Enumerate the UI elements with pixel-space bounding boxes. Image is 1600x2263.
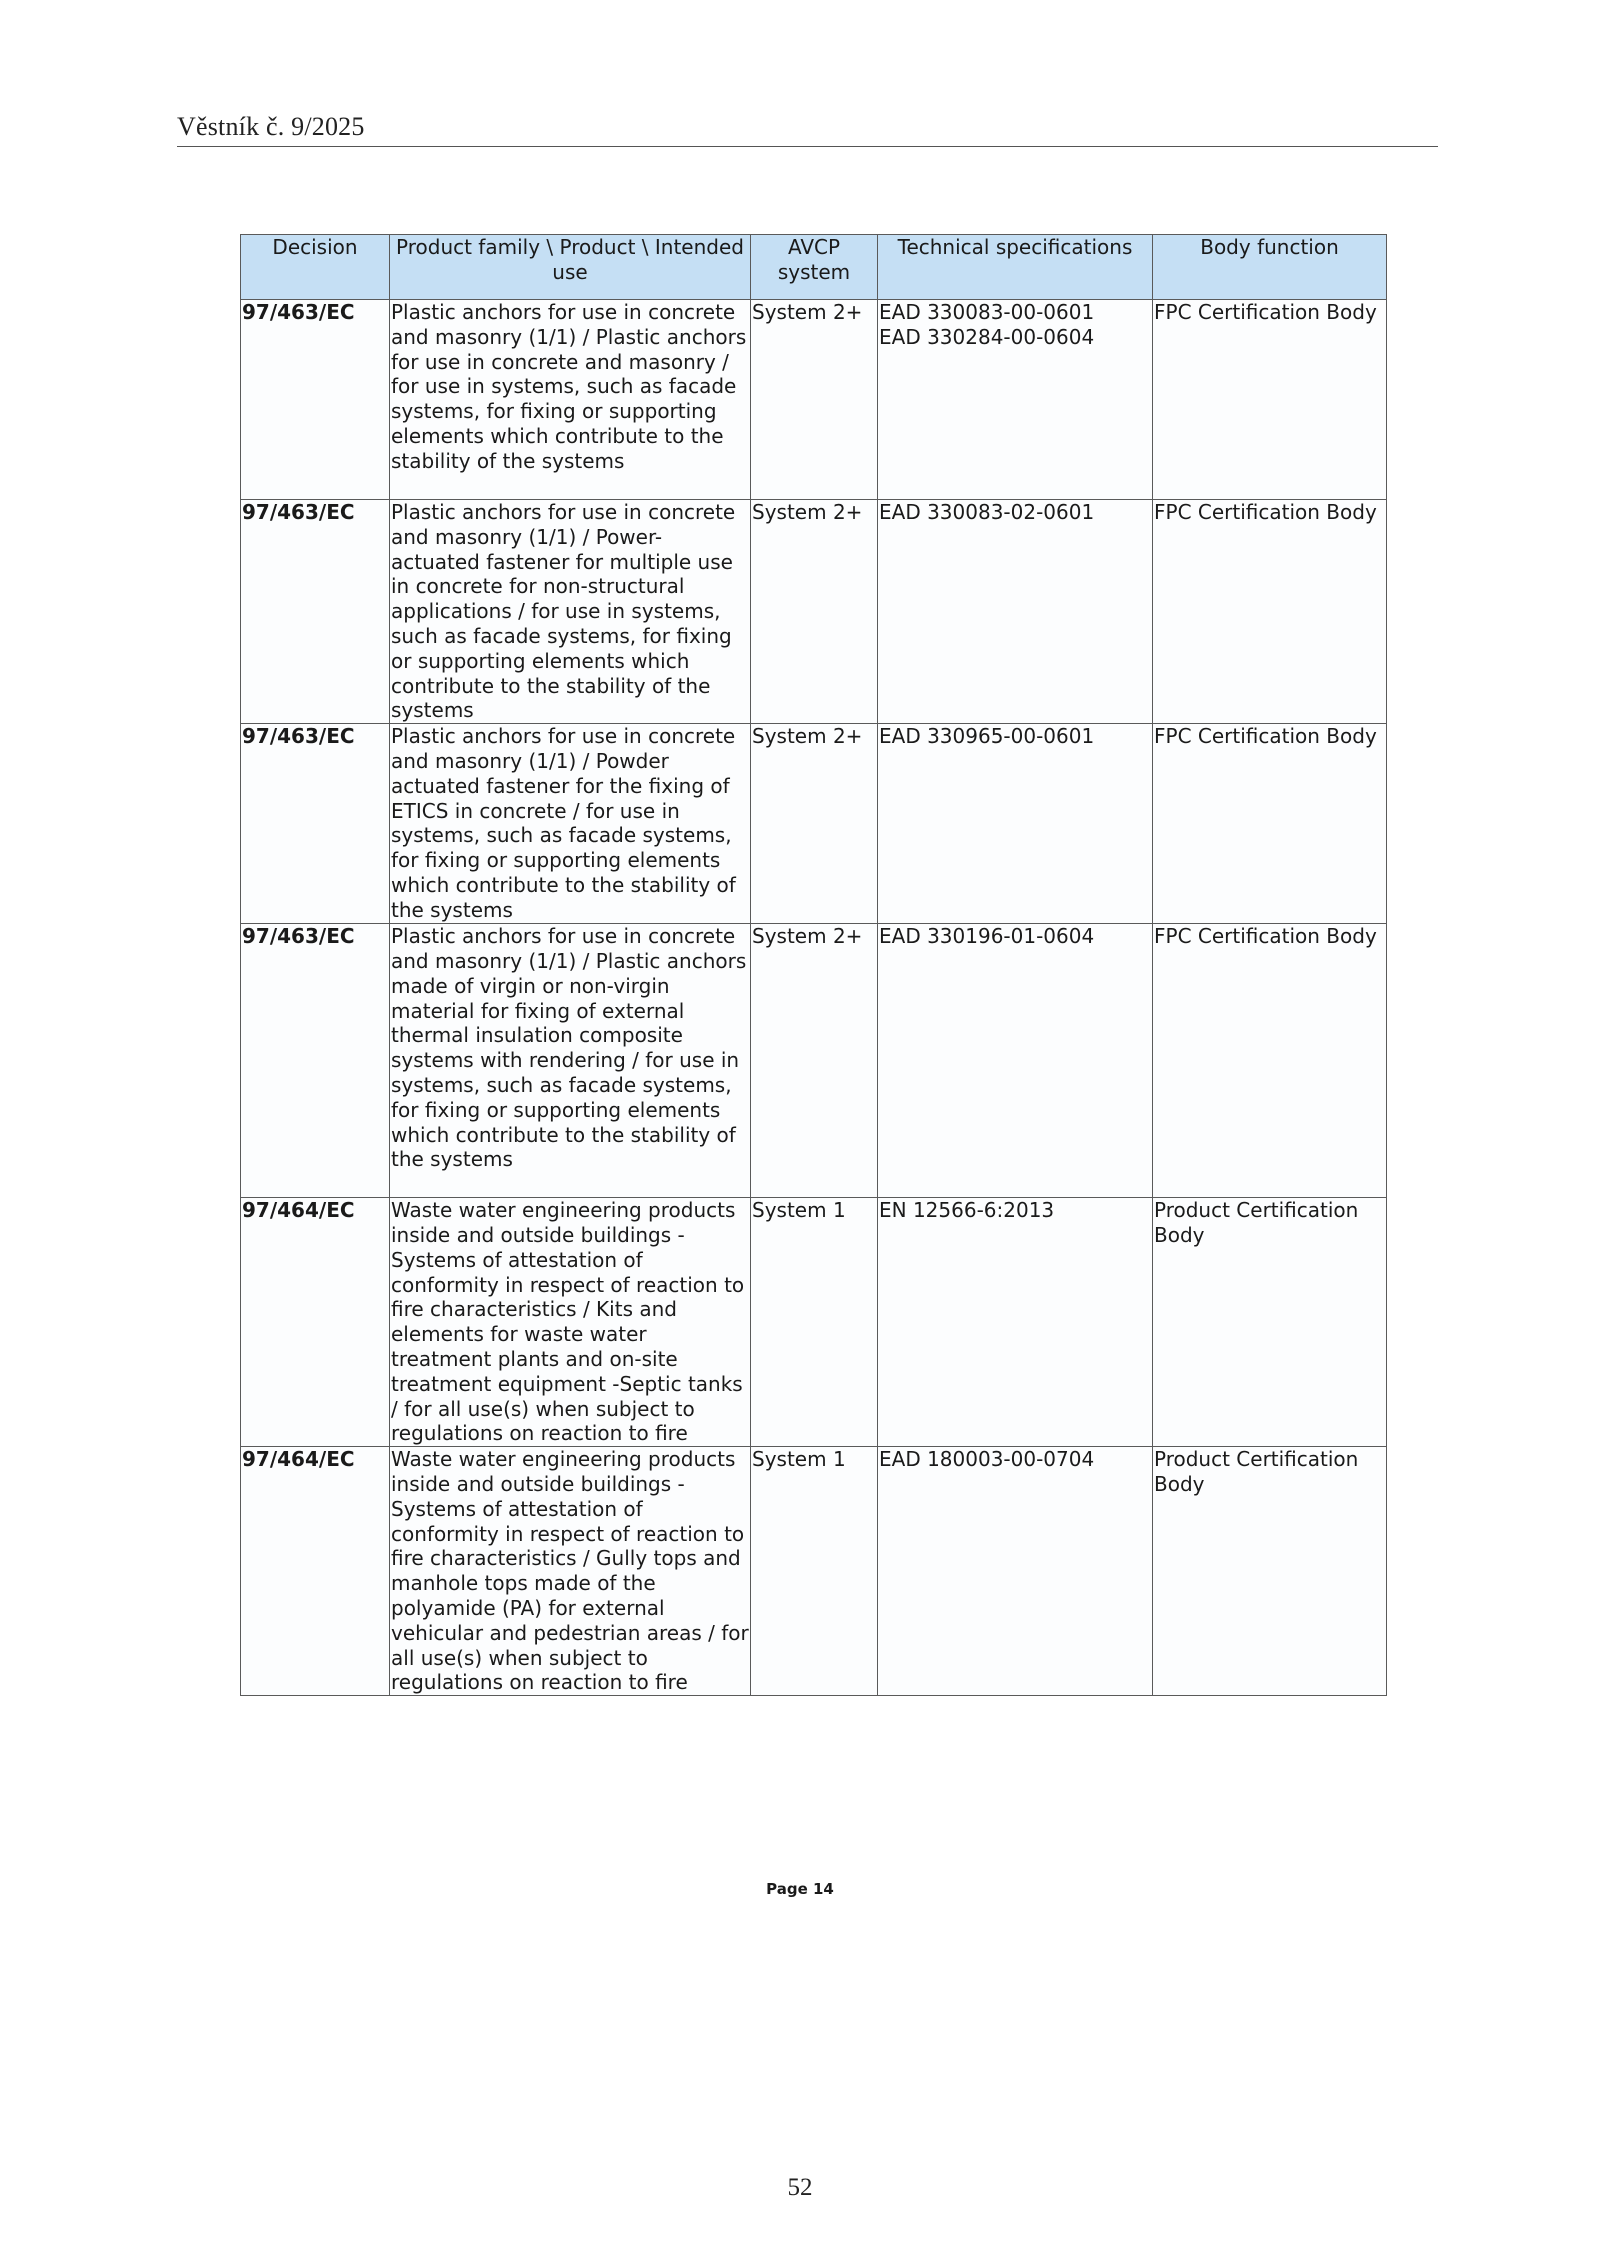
product-cell: Plastic anchors for use in concrete and masonry (1/1) / Power-actuated fastener for multiple use in concrete for non-structural applications / for use in systems, such as facade systems, for fixing or supporting elements which contribute to the stability of the systems xyxy=(390,500,751,724)
specs-cell: EAD 330196-01-0604 xyxy=(878,924,1153,1198)
body-function-cell: FPC Certification Body xyxy=(1153,724,1387,924)
column-header-avcp: AVCP system xyxy=(751,235,878,300)
header-divider xyxy=(177,146,1438,147)
specs-cell: EAD 330083-02-0601 xyxy=(878,500,1153,724)
product-cell: Plastic anchors for use in concrete and masonry (1/1) / Plastic anchors for use in concrete and masonry / for use in systems, such as facade systems, for fixing or supporting elements which contribute to the stability of the systems xyxy=(390,300,751,500)
column-header-decision: Decision xyxy=(241,235,390,300)
specs-cell: EAD 180003-00-0704 xyxy=(878,1447,1153,1696)
table-row xyxy=(241,500,1387,724)
specs-cell: EAD 330083-00-0601 EAD 330284-00-0604 xyxy=(878,300,1153,500)
product-cell: Plastic anchors for use in concrete and masonry (1/1) / Plastic anchors made of virgin or non-virgin material for fixing of external thermal insulation composite systems with rendering / for use in systems, such as facade systems, for fixing or supporting elements which contribute to the stability of the systems xyxy=(390,924,751,1198)
body-function-cell: FPC Certification Body xyxy=(1153,924,1387,1198)
table-row xyxy=(241,924,1387,1198)
body-function-cell: Product Certification Body xyxy=(1153,1447,1387,1696)
decision-cell: 97/463/EC xyxy=(241,500,390,724)
table-row xyxy=(241,1198,1387,1447)
avcp-cell: System 2+ xyxy=(751,300,878,500)
product-specification-table xyxy=(240,234,1387,1696)
inner-page-label: Page 14 xyxy=(766,1880,834,1898)
decision-cell: 97/463/EC xyxy=(241,924,390,1198)
decision-cell: 97/463/EC xyxy=(241,724,390,924)
avcp-cell: System 2+ xyxy=(751,500,878,724)
product-cell: Waste water engineering products inside and outside buildings - Systems of attestation of conformity in respect of reaction to fire characteristics / Kits and elements for waste water treatment plants and on-site treatment equipment -Septic tanks / for all use(s) when subject to regulations on reaction to fire xyxy=(390,1198,751,1447)
decision-cell: 97/464/EC xyxy=(241,1447,390,1696)
column-header-specs: Technical specifications xyxy=(878,235,1153,300)
avcp-cell: System 2+ xyxy=(751,924,878,1198)
decision-cell: 97/464/EC xyxy=(241,1198,390,1447)
specs-cell: EN 12566-6:2013 xyxy=(878,1198,1153,1447)
avcp-cell: System 1 xyxy=(751,1198,878,1447)
table-row xyxy=(241,300,1387,500)
journal-header-title: Věstník č. 9/2025 xyxy=(177,112,365,141)
column-header-body: Body function xyxy=(1153,235,1387,300)
table-row xyxy=(241,1447,1387,1696)
product-cell: Waste water engineering products inside and outside buildings - Systems of attestation of conformity in respect of reaction to fire characteristics / Gully tops and manhole tops made of the polyamide (PA) for external vehicular and pedestrian areas / for all use(s) when subject to regulations on reaction to fire xyxy=(391,1447,749,1695)
column-header-product: Product family \ Product \ Intended use xyxy=(390,235,751,300)
table-row xyxy=(241,724,1387,924)
table-header-row xyxy=(241,235,1387,300)
body-function-cell: FPC Certification Body xyxy=(1153,300,1387,500)
avcp-cell: System 1 xyxy=(751,1447,878,1696)
page-number: 52 xyxy=(787,2174,813,2201)
body-function-cell: FPC Certification Body xyxy=(1153,500,1387,724)
product-cell: Plastic anchors for use in concrete and masonry (1/1) / Powder actuated fastener for the fixing of ETICS in concrete / for use in systems, such as facade systems, for fixing or supporting elements which contribute to the stability of the systems xyxy=(390,724,751,924)
avcp-cell: System 2+ xyxy=(751,724,878,924)
body-function-cell: Product Certification Body xyxy=(1153,1198,1387,1447)
specs-cell: EAD 330965-00-0601 xyxy=(878,724,1153,924)
decision-cell: 97/463/EC xyxy=(241,300,390,500)
